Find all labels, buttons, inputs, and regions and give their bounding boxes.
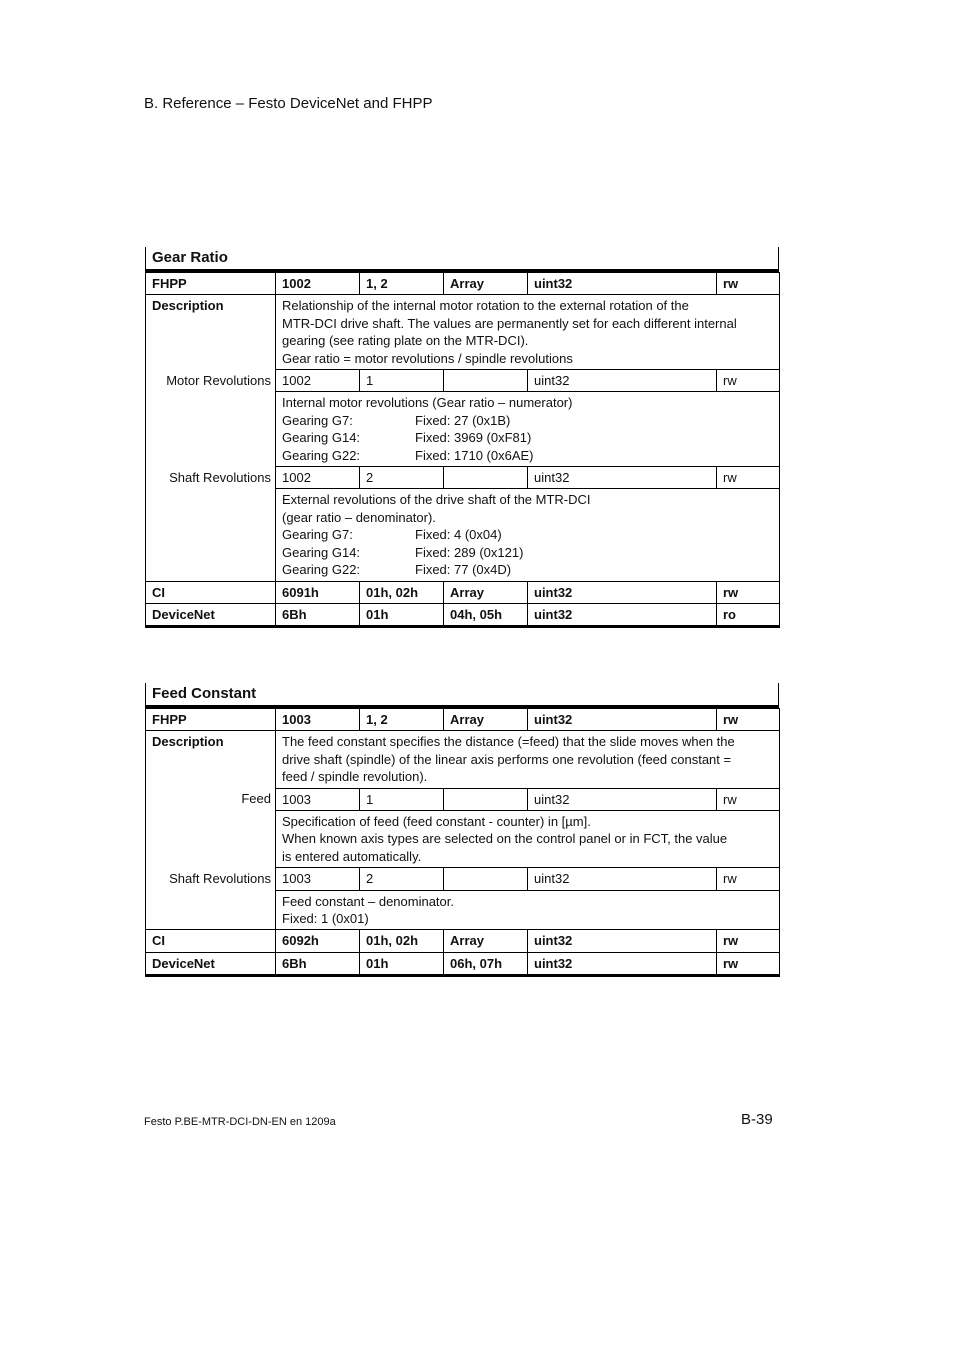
fhpp-row: FHPP 1003 1, 2 Array uint32 rw <box>146 709 780 731</box>
shaft-revolutions-row: Shaft Revolutions 1002 2 uint32 rw <box>146 467 780 489</box>
feed-row: Feed 1003 1 uint32 rw <box>146 788 780 810</box>
devicenet-row: DeviceNet 6Bh 01h 04h, 05h uint32 ro <box>146 603 780 626</box>
description-label: Description <box>146 295 276 370</box>
description-text: The feed constant specifies the distance (=feed) that the slide moves when the drive shaft (spindle) of the linear axis performs one revolution (feed constant = feed / spindle revolution). <box>276 731 780 788</box>
motor-revolutions-detail: Internal motor revolutions (Gear ratio – numerator) Gearing G7: Fixed: 27 (0x1B) Gearing G14: Fixed: 3969 (0xF81) Gearing G22: Fixed: 1710 (0x6AE) <box>146 392 780 467</box>
devicenet-row: DeviceNet 6Bh 01h 06h, 07h uint32 rw <box>146 952 780 975</box>
shaft-revolutions-row: Shaft Revolutions 1003 2 uint32 rw <box>146 868 780 890</box>
description-row <box>146 731 780 788</box>
feed-constant-block <box>145 683 779 977</box>
description-row <box>146 295 780 370</box>
feed-detail: Specification of feed (feed constant - counter) in [µm]. When known axis types are selected on the control panel or in FCT, the value is entered automatically. <box>146 811 780 868</box>
footer-doc-id: Festo P.BE-MTR-DCI-DN-EN en 1209a <box>144 1116 336 1128</box>
shaft-revolutions-detail: Feed constant – denominator. Fixed: 1 (0x01) <box>146 890 780 930</box>
description-text: Relationship of the internal motor rotation to the external rotation of the MTR-DCI drive shaft. The values are permanently set for each different internal gearing (see rating plate on the MTR-DCI). Gear ratio = motor revolutions / spindle revolutions <box>276 295 780 370</box>
feed-constant-title: Feed Constant <box>145 683 779 708</box>
gear-ratio-title: Gear Ratio <box>145 247 779 272</box>
motor-revolutions-label: Motor Revolutions <box>146 370 276 392</box>
motor-revolutions-row: Motor Revolutions 1002 1 uint32 rw <box>146 370 780 392</box>
fhpp-row: FHPP 1002 1, 2 Array uint32 rw <box>146 273 780 295</box>
feed-constant-table <box>145 708 780 977</box>
feed-label: Feed <box>146 788 276 810</box>
page-number: B-39 <box>741 1111 773 1128</box>
ci-row: CI 6092h 01h, 02h Array uint32 rw <box>146 930 780 952</box>
shaft-revolutions-label: Shaft Revolutions <box>146 868 276 890</box>
description-label: Description <box>146 731 276 788</box>
gear-ratio-block <box>145 247 779 628</box>
gear-ratio-table <box>145 272 780 628</box>
ci-row: CI 6091h 01h, 02h Array uint32 rw <box>146 581 780 603</box>
shaft-revolutions-detail: External revolutions of the drive shaft of the MTR-DCI (gear ratio – denominator). Gearing G7: Fixed: 4 (0x04) Gearing G14: Fixed: 289 (0x121) Gearing G22: Fixed: 77 (0x4D) <box>146 489 780 581</box>
shaft-revolutions-label: Shaft Revolutions <box>146 467 276 489</box>
page-header: B. Reference – Festo DeviceNet and FHPP <box>144 95 433 112</box>
